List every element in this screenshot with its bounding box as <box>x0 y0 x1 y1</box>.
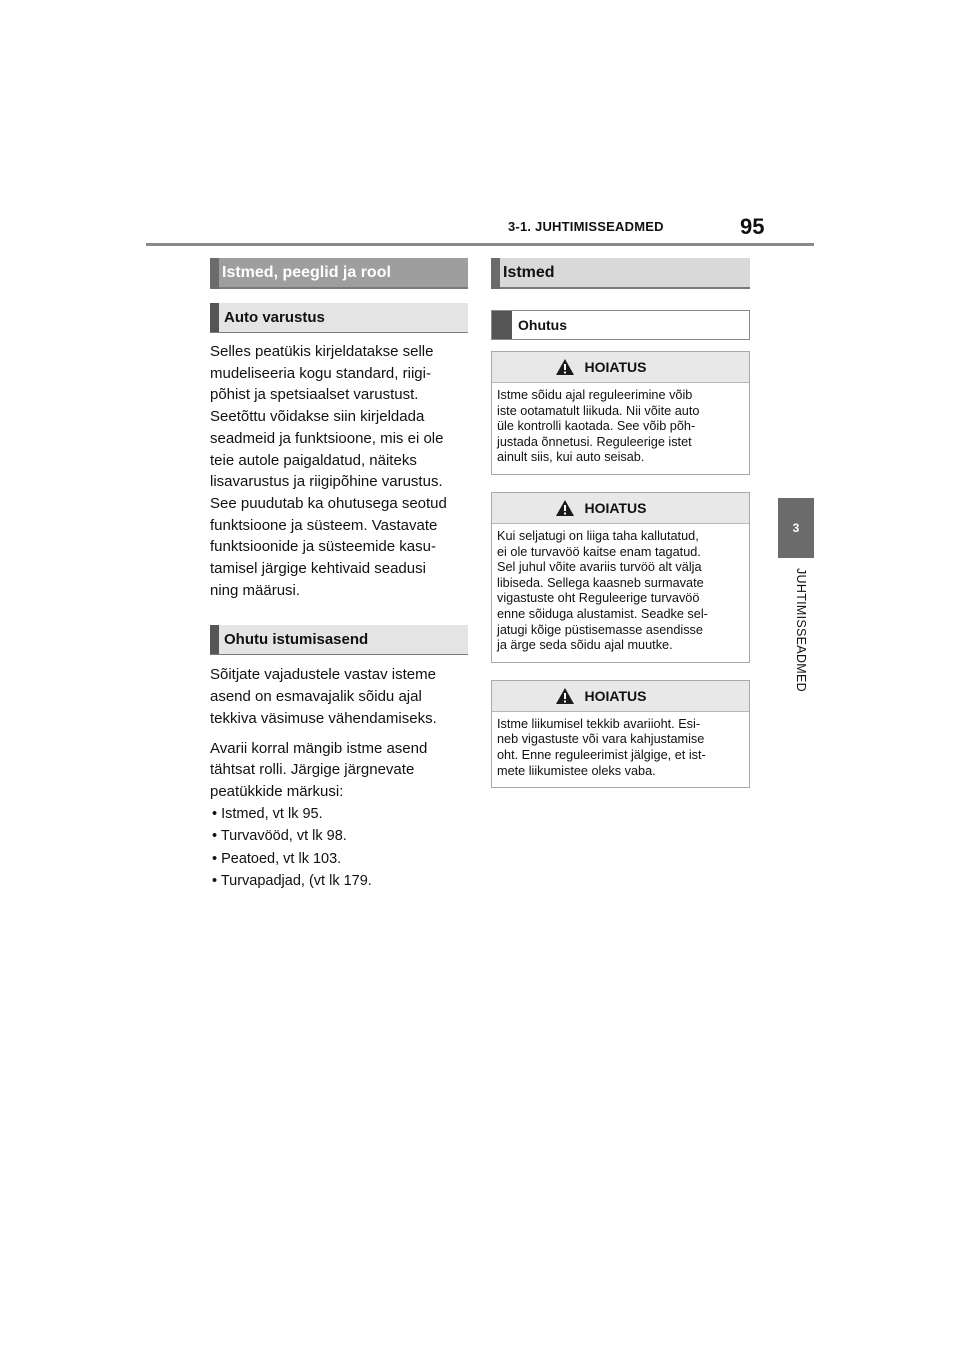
text-line: seadmeid ja funktsioone, mis ei ole <box>210 429 444 447</box>
text-line: üle kontrolli kaotada. See võib põh- <box>497 419 696 434</box>
text-line: asend on esmavajalik sõidu ajal <box>210 688 422 706</box>
text-line: jatugi kõige püstisemasse asendisse <box>497 622 703 637</box>
section-title <box>210 258 468 289</box>
warning-box <box>491 351 750 475</box>
section-title <box>491 258 750 289</box>
section-title-text: Istmed, peeglid ja rool <box>222 263 391 281</box>
paragraph-seating <box>210 664 468 729</box>
warning-label: HOIATUS <box>584 687 647 704</box>
text-line: See puudutab ka ohutusega seotud <box>210 494 447 512</box>
list-item: • Turvavööd, vt lk 98. <box>212 828 347 845</box>
left-column <box>210 258 468 893</box>
text-line: Sõitjate vajadustele vastav isteme <box>210 666 436 684</box>
text-line: põhist ja spetsiaalset varustust. <box>210 386 419 404</box>
warning-header <box>492 493 749 524</box>
header-divider <box>146 243 814 246</box>
page-number: 95 <box>740 214 765 239</box>
subheading-text: Ohutus <box>518 317 567 333</box>
text-line: ning määrusi. <box>210 581 301 599</box>
warning-box <box>491 492 750 663</box>
warning-text <box>492 712 749 787</box>
text-line: Sel juhul võite avariis turvöö alt välja <box>497 560 702 575</box>
text-line: teie autole paigaldatud, näiteks <box>210 451 417 469</box>
text-line: vigastuste oht Reguleerige turvavöö <box>497 591 700 606</box>
warning-triangle-icon <box>555 687 575 705</box>
heading-bar <box>491 258 500 289</box>
warning-triangle-icon <box>555 499 575 517</box>
paragraph-accident <box>210 738 468 803</box>
chapter-tab: 3 <box>778 498 814 558</box>
warning-header <box>492 681 749 712</box>
warning-header <box>492 352 749 383</box>
text-line: Seetõttu võidakse siin kirjeldada <box>210 408 425 426</box>
subheading-text: Ohutu istumisasend <box>224 631 369 649</box>
bullet-list <box>210 803 468 893</box>
text-line: oht. Enne reguleerimist jälgige, et ist- <box>497 747 706 762</box>
subheading-auto-varustus <box>210 303 468 333</box>
warning-label: HOIATUS <box>584 359 647 375</box>
warning-text <box>492 524 749 662</box>
list-item: • Peatoed, vt lk 103. <box>212 850 342 867</box>
text-line: ja ärge seda sõidu ajal muutke. <box>497 638 673 653</box>
text-line: tekkiva väsimuse vähendamiseks. <box>210 709 437 727</box>
text-line: libiseda. Sellega kaasneb surmavate <box>497 575 704 590</box>
text-line: justada õnnetusi. Reguleerige istet <box>497 434 692 449</box>
subheading-ohutu-istumisasend <box>210 625 468 655</box>
text-line: Kui seljatugi on liiga taha kallutatud, <box>497 528 699 543</box>
text-line: mete liikumistee oleks vaba. <box>497 763 656 778</box>
text-line: mudeliseeria kogu standard, riigi- <box>210 364 431 382</box>
text-line: peatükkide märkusi: <box>210 782 344 800</box>
warning-triangle-icon <box>555 358 575 376</box>
text-line: iste ootamatult liikuda. Nii võite auto <box>497 403 700 418</box>
subheading-ohutus <box>491 310 750 340</box>
text-line: lisavarustus ja riigipõhine varustus. <box>210 473 443 491</box>
text-line: tamisel järgige kehtivaid seadusi <box>210 560 426 578</box>
heading-bar <box>210 625 219 654</box>
right-column <box>491 258 750 788</box>
heading-bar <box>210 258 219 289</box>
text-line: Selles peatükis kirjeldatakse selle <box>210 343 434 360</box>
text-line: funktsioone ja süsteem. Vastavate <box>210 516 438 534</box>
warning-label: HOIATUS <box>584 499 647 516</box>
text-line: Istme sõidu ajal reguleerimine võib <box>497 388 693 402</box>
text-line: ei ole turvavöö kaitse enam tagatud. <box>497 544 701 559</box>
text-line: funktsioonide ja süsteemide kasu- <box>210 538 436 556</box>
text-line: Avarii korral mängib istme asend <box>210 739 428 757</box>
list-item: • Turvapadjad, (vt lk 179. <box>212 873 372 890</box>
warning-box <box>491 680 750 788</box>
list-item: • Istmed, vt lk 95. <box>212 805 323 822</box>
text-line: tähtsat rolli. Järgige järgnevate <box>210 761 415 779</box>
section-title-text: Istmed <box>503 263 555 281</box>
running-header: 3-1. JUHTIMISSEADMED <box>508 219 664 234</box>
chapter-side-label: JUHTIMISSEADMED <box>794 568 808 692</box>
warning-text <box>492 383 749 474</box>
text-line: ainult siis, kui auto seisab. <box>497 450 645 465</box>
paragraph-equipment <box>210 341 468 601</box>
heading-bar <box>210 303 219 332</box>
heading-bar <box>492 311 512 339</box>
text-line: Istme liikumisel tekkib avariioht. Esi- <box>497 716 701 731</box>
text-line: neb vigastuste või vara kahjustamise <box>497 732 705 747</box>
text-line: enne sõiduga alustamist. Seadke sel- <box>497 606 708 621</box>
subheading-text: Auto varustus <box>224 309 325 326</box>
